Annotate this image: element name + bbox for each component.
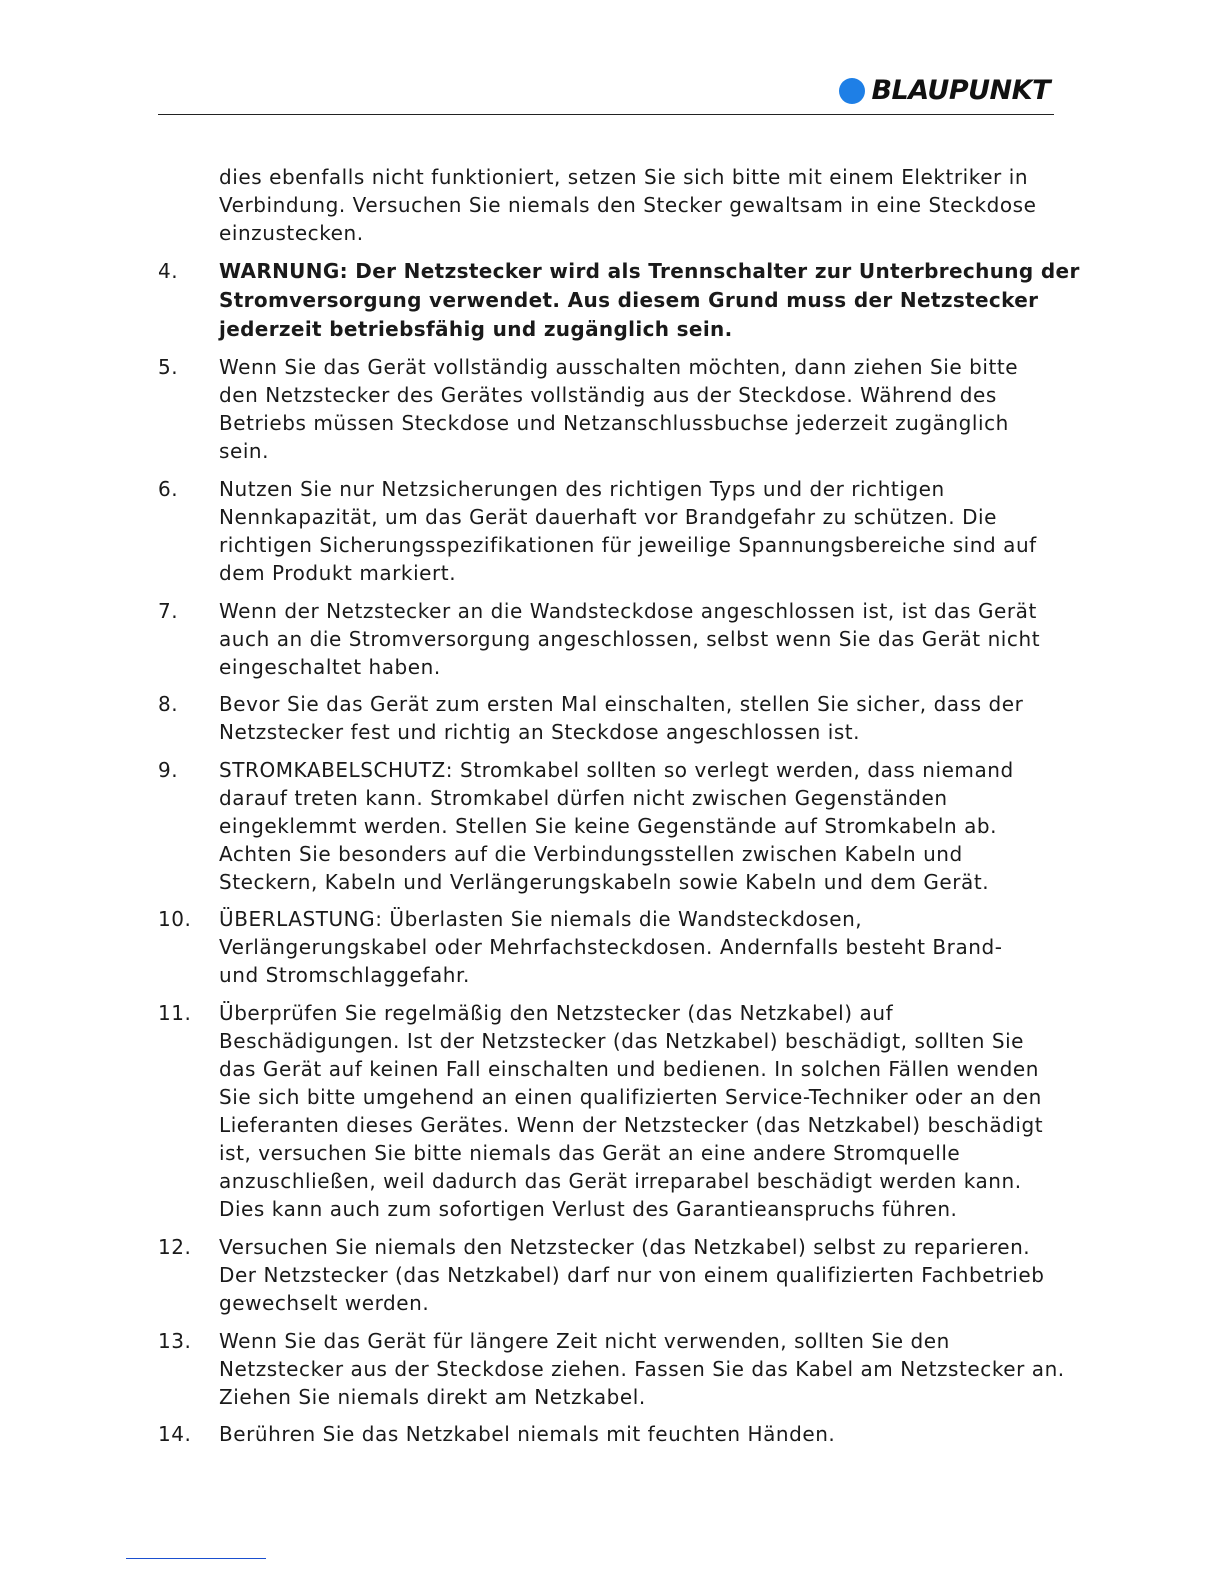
list-item-text: ÜBERLASTUNG: Überlasten Sie niemals die Wandsteckdosen, Verlängerungskabel oder Mehrfachsteckdosen. Andernfalls besteht Brand- und Stromschlaggefahr.	[219, 907, 1003, 987]
list-item-number: 12.	[158, 1235, 192, 1259]
list-item-number: 5.	[158, 355, 179, 379]
list-item-number: 6.	[158, 477, 179, 501]
warning-text: WARNUNG: Der Netzstecker wird als Trennschalter zur Unterbrechung der Stromversorgung verwendet. Aus diesem Grund muss der Netzstecker jederzeit betriebsfähig und zugänglich sein.	[219, 259, 1080, 341]
list-item-text: Bevor Sie das Gerät zum ersten Mal einschalten, stellen Sie sicher, dass der Netzstecker fest und richtig an Steckdose angeschlossen ist.	[219, 692, 1024, 744]
list-item-text: STROMKABELSCHUTZ: Stromkabel sollten so verlegt werden, dass niemand darauf treten kann. Stromkabel dürfen nicht zwischen Gegenständen eingeklemmt werden. Stellen Sie keine Gegenstände auf Stromkabeln ab. Achten Sie besonders auf die Verbindungsstellen zwischen Kabeln und Steckern, Kabeln und Verlängerungskabeln sowie Kabeln und dem Gerät.	[219, 758, 1014, 894]
list-item-number: 10.	[158, 907, 192, 931]
list-item-number: 14.	[158, 1422, 192, 1446]
list-item-number: 7.	[158, 599, 179, 623]
list-item-number: 8.	[158, 692, 179, 716]
footnote-divider	[126, 1558, 266, 1559]
brand-name: BLAUPUNKT	[871, 75, 1050, 106]
list-item-number: 4.	[158, 259, 179, 283]
list-item-text: Versuchen Sie niemals den Netzstecker (das Netzkabel) selbst zu reparieren. Der Netzstecker (das Netzkabel) darf nur von einem qualifizierten Fachbetrieb gewechselt werden.	[219, 1235, 1045, 1315]
brand-dot-icon	[839, 78, 865, 104]
list-item-text: Wenn Sie das Gerät für längere Zeit nicht verwenden, sollten Sie den Netzstecker aus der Steckdose ziehen. Fassen Sie das Kabel am Netzstecker an. Ziehen Sie niemals direkt am Netzkabel.	[219, 1329, 1065, 1409]
list-item-text: Berühren Sie das Netzkabel niemals mit feuchten Händen.	[219, 1422, 836, 1446]
list-item-number: 13.	[158, 1329, 192, 1353]
header-divider	[158, 114, 1054, 115]
intro-paragraph: dies ebenfalls nicht funktioniert, setzen Sie sich bitte mit einem Elektriker in Verbindung. Versuchen Sie niemals den Stecker gewaltsam in eine Steckdose einzustecken.	[219, 165, 1037, 245]
brand-logo	[839, 76, 1050, 106]
list-item-number: 11.	[158, 1001, 192, 1025]
list-item-text: Nutzen Sie nur Netzsicherungen des richtigen Typs und der richtigen Nennkapazität, um das Gerät dauerhaft vor Brandgefahr zu schützen. Die richtigen Sicherungsspezifikationen für jeweilige Spannungsbereiche sind auf dem Produkt markiert.	[219, 477, 1037, 585]
list-item-number: 9.	[158, 758, 179, 782]
list-item-text: Überprüfen Sie regelmäßig den Netzstecker (das Netzkabel) auf Beschädigungen. Ist der Netzstecker (das Netzkabel) beschädigt, sollten Sie das Gerät auf keinen Fall einschalten und bedienen. In solchen Fällen wenden Sie sich bitte umgehend an einen qualifizierten Service-Techniker oder an den Lieferanten dieses Gerätes. Wenn der Netzstecker (das Netzkabel) beschädigt ist, versuchen Sie bitte niemals das Gerät an eine andere Stromquelle anzuschließen, weil dadurch das Gerät irreparabel beschädigt werden kann. Dies kann auch zum sofortigen Verlust des Garantieanspruchs führen.	[219, 1001, 1044, 1221]
page-header	[0, 0, 1224, 120]
list-item-text: Wenn Sie das Gerät vollständig ausschalten möchten, dann ziehen Sie bitte den Netzstecker des Gerätes vollständig aus der Steckdose. Während des Betriebs müssen Steckdose und Netzanschlussbuchse jederzeit zugänglich sein.	[219, 355, 1019, 463]
list-item-text: Wenn der Netzstecker an die Wandsteckdose angeschlossen ist, ist das Gerät auch an die Stromversorgung angeschlossen, selbst wenn Sie das Gerät nicht eingeschaltet haben.	[219, 599, 1041, 679]
